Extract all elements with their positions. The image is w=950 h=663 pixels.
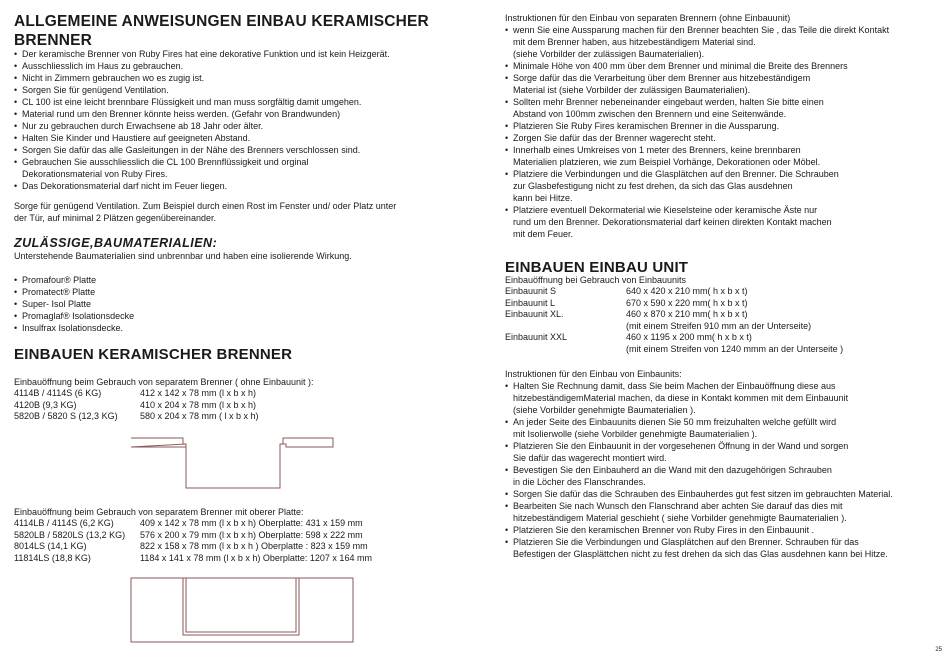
table-cell: 11814LS (18,8 KG) [14,552,91,563]
material-item: • Insulfrax Isolationsdecke. [14,322,134,334]
list-item: • Minimale Höhe von 400 mm über dem Brenner und minimal die Breite des Brenners [505,60,889,72]
unit-dimensions: 670 x 590 x 220 mm( h x b x t) [626,297,748,308]
table-row [14,400,259,412]
separate-burner-intro: Instruktionen für den Einbau von separaten Brennern (ohne Einbauunit) [505,13,791,23]
list-item: • Sorge dafür das die Verarbeitung über dem Brenner aus hitzebeständigem Material ist (siehe Vorbilder der zulässigen Baumaterialien). [505,72,889,96]
unit-name: Einbauunit XL. [505,309,564,319]
table-row [505,332,925,355]
list-item: • Gebrauchen Sie ausschliesslich die CL 100 Brennflüssigkeit und orginal Dekorationsmaterial von Ruby Fires. [14,156,390,180]
table-cell: 4114B / 4114S (6 KG) [14,388,102,398]
page-number: 25 [935,647,942,653]
list-item: • Nicht in Zimmern gebrauchen wo es zugig ist. [14,72,390,84]
materials-heading: ZULÄSSIGE,BAUMATERIALIEN: [14,236,218,250]
ventilation-note-line-1: Sorge für genügend Ventilation. Zum Beispiel durch einen Rost im Fenster und/ oder Platz unter [14,201,397,211]
list-item: • Platziere eventuell Dekormaterial wie Kieselsteine oder keramische Äste nur rund um den Brenner. Dekorationsmaterial darf keinen direkten Kontakt machen mit dem Feuer. [505,204,889,240]
list-item: • Das Dekorationsmaterial darf nicht im Feuer liegen. [14,180,390,192]
general-instructions-list [14,48,390,192]
unit-dimensions: 640 x 420 x 210 mm( h x b x t) [626,286,748,296]
material-item: • Promaglaf® Isolationsdecke [14,310,134,322]
list-item: • Platzieren Sie den Einbauunit in der vorgesehenen Öffnung in der Wand und sorgen Sie dafür das wagerecht montiert wird. [505,440,893,464]
list-item: • Nur zu gebrauchen durch Erwachsene ab 18 Jahr oder älter. [14,120,390,132]
unit-note: (mit einem Streifen von 1240 mmm an der Unterseite ) [626,343,844,354]
unit-dimensions: 460 x 1195 x 200 mm( h x b x t) [626,332,752,342]
table-row [14,388,259,400]
list-item: • Ausschliesslich im Haus zu gebrauchen. [14,60,390,72]
list-item: • Platzieren Sie den keramischen Brenner von Ruby Fires in den Einbauunit . [505,524,893,536]
table-cell: 410 x 204 x 78 mm (l x b x h) [140,399,257,410]
opening1-table [14,388,259,423]
table-cell: 8014LS (14,1 KG) [14,541,87,551]
list-item: • Sorgen Sie dafür das die Schrauben des Einbauherdes gut fest sitzen im gebrauchten Material. [505,488,893,500]
list-item: • Sollten mehr Brenner nebeneinander eingebaut werden, halten Sie bitte einen Abstand von 100mm zwischen den Brennern und eine Seitenwände. [505,96,889,120]
table-row [14,411,259,423]
section-title-unit: EINBAUEN EINBAU UNIT [505,259,689,276]
table-row [14,530,372,542]
list-item: • An jeder Seite des Einbauunits dienen Sie 50 mm freizuhalten welche gefüllt wird mit Isolierwolle (siehe Vorbilder genehmigte Baumaterialien ). [505,416,893,440]
list-item: • Bearbeiten Sie nach Wunsch den Flanschrand aber achten Sie darauf das dies mit hitzebeständigem Material geschieht ( siehe Vorbilder genehmigte Baumaterialien ). [505,500,893,524]
unit-instructions-list [505,380,893,560]
table-cell: 1184 x 141 x 78 mm (l x b x h) Oberplatte: 1207 x 164 mm [140,552,372,563]
table-cell: 5820B / 5820 S (12,3 KG) [14,411,118,421]
list-item: • Der keramische Brenner von Ruby Fires hat eine dekorative Funktion und ist kein Heizgerät. [14,48,390,60]
unit-name: Einbauunit S [505,286,557,296]
diagram-top-plate-inner [183,578,299,635]
diagram-burner-cutout-outline [131,438,333,488]
unit-dimensions-table [505,286,925,355]
list-item: • Innerhalb eines Umkreises von 1 meter des Brenners, keine brennbaren Materialien platzieren, wie zum Beispiel Vorhänge, Dekorationen oder Möbel. [505,144,889,168]
table-row [505,309,925,332]
table-row [14,553,372,565]
opening2-table [14,518,372,564]
list-item: • Bevestigen Sie den Einbauherd an die Wand mit den dazugehörigen Schrauben in die Löcher des Flanschrandes. [505,464,893,488]
list-item: • Halten Sie Rechnung damit, dass Sie beim Machen der Einbauöffnung diese aus hitzebeständigemMaterial machen, da diese in Kontakt kommen mit dem Einbauunit (siehe Vorbilder genehmigte Baumaterialien ). [505,380,893,416]
material-item: • Super- Isol Platte [14,298,134,310]
list-item: • Material rund um den Brenner könnte heiss werden. (Gefahr von Brandwunden) [14,108,390,120]
unit-note: (mit einem Streifen 910 mm an der Unterseite) [626,320,812,331]
list-item: • wenn Sie eine Aussparung machen für den Brenner beachten Sie , das Teile die direkt Kontakt mit dem Brenner haben, aus hitzebeständigem Material sind. (siehe Vorbilder der zulässigen Baumaterialien). [505,24,889,60]
table-row [14,518,372,530]
table-cell: 576 x 200 x 79 mm (l x b x h) Oberplatte: 598 x 222 mm [140,529,363,540]
list-item: • Platzieren Sie Ruby Fires keramischen Brenner in die Aussparung. [505,120,889,132]
table-cell: 822 x 158 x 78 mm (l x b x h ) Oberplatte : 823 x 159 mm [140,541,368,551]
table-cell: 5820LB / 5820LS (13,2 KG) [14,529,126,540]
material-item: • Promafour® Platte [14,274,134,286]
unit-intro: Einbauöffnung bei Gebrauch von Einbauunits [505,275,686,285]
diagram-burner-cutout [130,435,334,490]
ventilation-note [14,200,396,224]
ventilation-note-line-2: der Tür, auf minimal 2 Plätzen gegenübereinander. [14,213,216,223]
table-cell: 412 x 142 x 78 mm (l x b x h) [140,388,257,398]
opening1-intro: Einbauöffnung beim Gebrauch von separatem Brenner ( ohne Einbauunit ): [14,377,314,387]
diagram-burner-top-plate [130,577,354,643]
unit-dimensions: 460 x 870 x 210 mm( h x b x t) [626,309,748,319]
list-item: • Zorgen Sie dafür das der Brenner wagerecht steht. [505,132,889,144]
table-cell: 409 x 142 x 78 mm (l x b x h) Oberplatte: 431 x 159 mm [140,518,363,528]
table-cell: 580 x 204 x 78 mm ( l x b x h) [140,411,259,421]
diagram-top-plate-burner [186,578,296,632]
list-item: • Sorgen Sie dafür das alle Gasleitungen in der Nähe des Brenners verschlossen sind. [14,144,390,156]
list-item: • Platzieren Sie die Verbindungen und Glasplätchen auf den Brenner. Schrauben für das Befestigen der Glasplättchen nicht zu fest drehen da sich das Glas ausdehnen kann bei Hitze. [505,536,893,560]
section-title-ceramic-burner: EINBAUEN KERAMISCHER BRENNER [14,346,293,363]
list-item: • Sorgen Sie für genügend Ventilation. [14,84,390,96]
materials-intro: Unterstehende Baumaterialien sind unbrennbar und haben eine isolierende Wirkung. [14,251,352,261]
table-cell: 4120B (9,3 KG) [14,399,77,410]
table-row [505,298,925,310]
opening2-intro: Einbauöffnung beim Gebrauch von separatem Brenner mit oberer Platte: [14,507,304,517]
material-item: • Promatect® Platte [14,286,134,298]
unit-name: Einbauunit L [505,297,556,308]
table-cell: 4114LB / 4114S (6,2 KG) [14,518,114,528]
table-row [505,286,925,298]
table-row [14,541,372,553]
list-item: • Platziere die Verbindungen und die Glasplätchen auf den Brenner. Die Schrauben zur Glasbefestigung nicht zu fest drehen, da sich das Glas ausdehnen kann bei Hitze. [505,168,889,204]
main-title: ALLGEMEINE ANWEISUNGEN EINBAU KERAMISCHER BRENNER [14,13,429,49]
unit-name: Einbauunit XXL [505,332,568,342]
separate-burner-instructions-list [505,24,889,240]
list-item: • CL 100 ist eine leicht brennbare Flüssigkeit und man muss sorgfältig damit umgehen. [14,96,390,108]
materials-list [14,274,134,334]
unit-instructions-intro: Instruktionen für den Einbau von Einbaunits: [505,369,682,379]
list-item: • Halten Sie Kinder und Haustiere auf geeigneten Abstand. [14,132,390,144]
